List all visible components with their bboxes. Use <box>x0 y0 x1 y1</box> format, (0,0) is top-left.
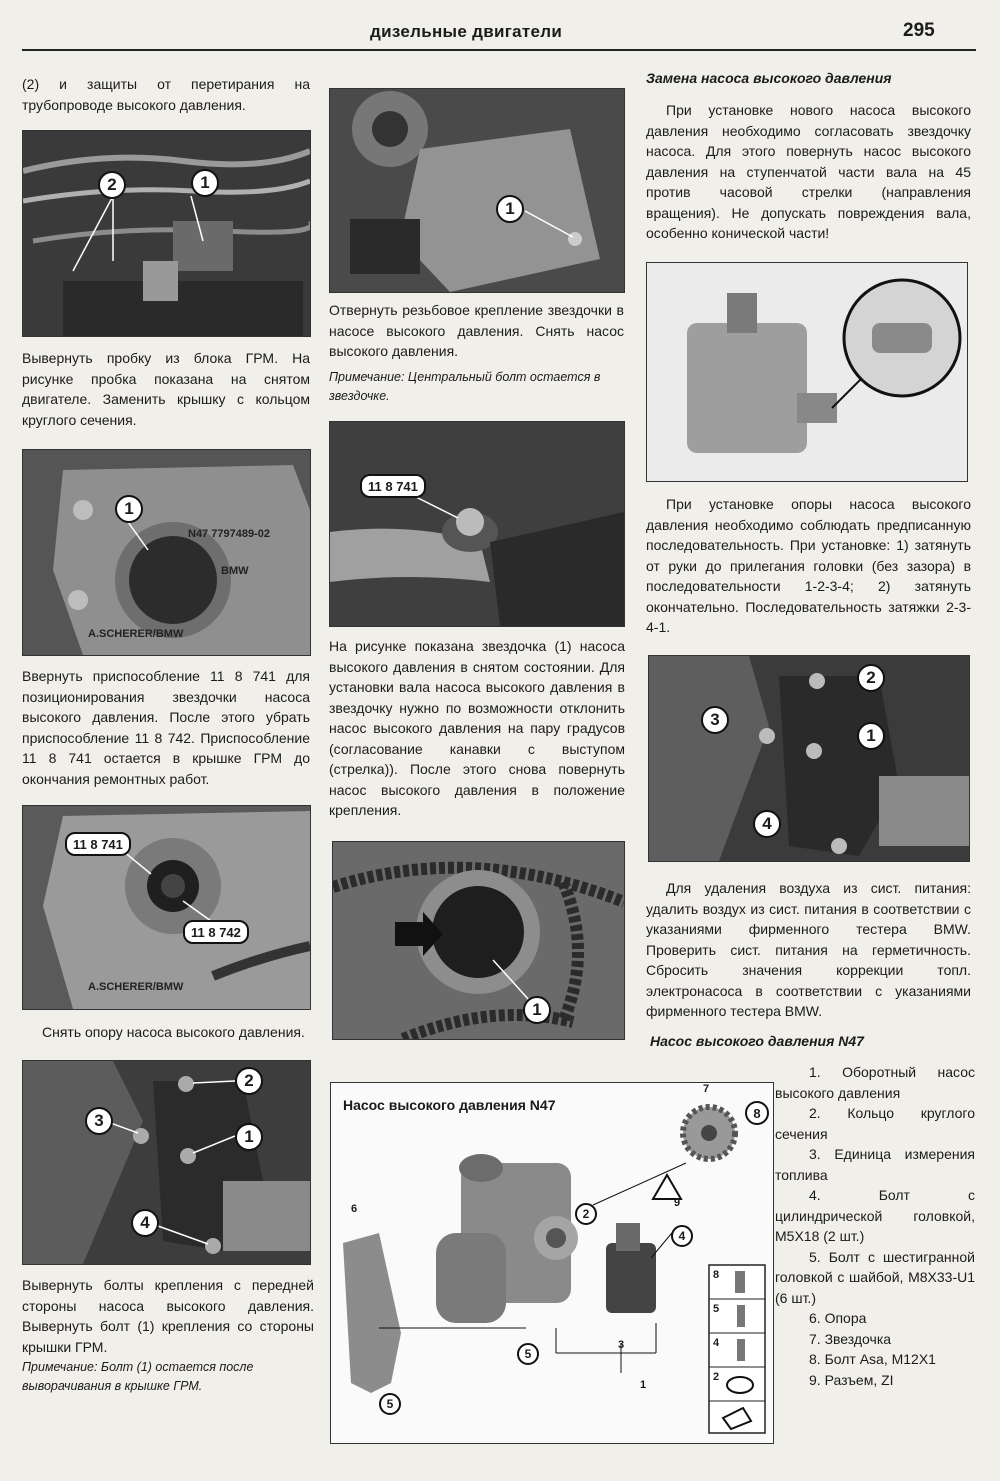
photo-pipe-clips <box>22 130 311 337</box>
legend-item: 6. Опора <box>809 1310 867 1326</box>
col2-note: Примечание: Центральный болт остается в звездочке. <box>329 370 601 403</box>
diagram-label-7: 7 <box>703 1083 710 1095</box>
legend-item: 8. Болт Asa, M12X1 <box>809 1351 936 1367</box>
callout-3: 3 <box>85 1107 113 1135</box>
callout-1: 1 <box>235 1123 263 1151</box>
header-rule <box>22 49 976 51</box>
callout-1: 1 <box>115 495 143 523</box>
stamp-mark: A.SCHERER/BMW <box>88 628 184 640</box>
callout-1: 1 <box>191 169 219 197</box>
diagram-label-3: 3 <box>618 1339 625 1351</box>
col2-paragraph-1: Отвернуть резьбовое крепление звездочки в насосе высокого давления. Снять насос высокого давления. <box>329 302 624 359</box>
tool-label-118742: 11 8 742 <box>183 920 249 944</box>
bmw-mark: BMW <box>221 565 249 577</box>
callout-1: 1 <box>857 722 885 750</box>
box-label-2: 2 <box>713 1371 720 1383</box>
parts-legend <box>775 1062 975 1390</box>
legend-item: 3. Единица измерения топлива <box>775 1146 975 1183</box>
legend-item: 7. Звездочка <box>809 1330 892 1347</box>
col1-paragraph-4: Снять опору насоса высокого давления. <box>42 1024 305 1040</box>
callout-3: 3 <box>701 706 729 734</box>
col3-paragraph-1: При установке нового насоса высокого давления необходимо согласовать звездочку насоса. Для этого повернуть насос высокого давления на ступенчатой части вала на 45 против часовой стрелки (направления вращения). Не допускать повреждения вала, особенно конической части! <box>646 102 971 241</box>
col1-paragraph-5: Вывернуть болты крепления с передней стороны насоса высокого давления. Вывернуть болт (1) крепления со стороны крышки ГРМ. <box>22 1277 314 1355</box>
callout-2: 2 <box>235 1067 263 1095</box>
diagram-label-9: 9 <box>674 1197 681 1209</box>
heading-pump-n47: Насос высокого давления N47 <box>650 1033 864 1049</box>
diagram-callout-8: 8 <box>745 1101 769 1125</box>
photo-pump-shaft-detail <box>646 262 968 482</box>
col1-paragraph-3: Ввернуть приспособление 11 8 741 для позиционирования звездочки насоса высокого давления. После этого убрать приспособление 11 8 742. Приспособление 11 8 741 остается в крышке ГРМ до окончания ремонтных работ. <box>22 668 310 787</box>
page-number: 295 <box>903 20 935 41</box>
heading-replace-pump: Замена насоса высокого давления <box>646 70 892 86</box>
tool-label-118741: 11 8 741 <box>65 832 131 856</box>
box-label-5: 5 <box>713 1303 720 1315</box>
legend-item: 9. Разъем, ZI <box>809 1371 894 1388</box>
part-number-mark: N47 7797489-02 <box>188 528 270 540</box>
legend-item: 2. Кольцо круглого сечения <box>775 1105 975 1142</box>
diagram-caption: Насос высокого давления N47 <box>343 1097 556 1113</box>
box-label-8: 8 <box>713 1269 720 1281</box>
col1-paragraph-1: (2) и защиты от перетирания на трубопроводе высокого давления. <box>22 76 310 113</box>
diagram-callout-2: 2 <box>575 1203 597 1225</box>
photo-tool-wrench <box>329 421 625 627</box>
legend-item: 4. Болт с цилиндрической головкой, M5X18 (2 шт.) <box>775 1187 975 1244</box>
diagram-callout-5b: 5 <box>379 1393 401 1415</box>
photo-sprocket-bolt <box>329 88 625 293</box>
callout-1: 1 <box>496 195 524 223</box>
box-label-4: 4 <box>713 1337 720 1349</box>
col3-paragraph-2: При установке опоры насоса высокого давления необходимо соблюдать предписанную последовательность. При установке: 1) затянуть от руки до прилегания головки (без зазора) в последовательности 1-2-3-4; 2) затянуть окончательно. Последовательность затяжки 2-3-4-1. <box>646 496 971 635</box>
callout-4: 4 <box>753 810 781 838</box>
diagram-pump-n47 <box>330 1082 774 1444</box>
photo-bracket-bolt-sequence <box>648 655 970 862</box>
diagram-callout-5a: 5 <box>517 1343 539 1365</box>
photo-pump-bolts <box>22 1060 311 1265</box>
col1-paragraph-2: Вывернуть пробку из блока ГРМ. На рисунке пробка показана на снятом двигателе. Заменить крышку с кольцом круглого сечения. <box>22 350 310 428</box>
diagram-label-1: 1 <box>640 1379 647 1391</box>
stamp-mark-2: A.SCHERER/BMW <box>88 981 184 993</box>
col3-paragraph-3: Для удаления воздуха из сист. питания: удалить воздух из сист. питания в соответствии с указаниями фирменного тестера BMW. Проверить сист. питания на герметичность. Сбросить значения коррекции топл. электронасоса в соответствии с указаниями фирменного тестера BMW. <box>646 880 971 1019</box>
col2-paragraph-2: На рисунке показана звездочка (1) насоса высокого давления в снятом состоянии. Для установки вала насоса высокого давления в звездочку нужно по возможности отклонить насос высокого давления на пару градусов (согласование канавки с выступом (стрелка)). После этого снова повернуть насос высокого давления в положение крепления. <box>329 638 625 818</box>
diagram-label-6: 6 <box>351 1203 358 1215</box>
callout-1: 1 <box>523 996 551 1024</box>
section-title: дизельные двигатели <box>370 22 563 41</box>
photo-timing-cover-plug <box>22 449 311 656</box>
legend-item: 1. Оборотный насос высокого давления <box>775 1064 975 1101</box>
photo-sprocket-removed <box>332 841 625 1040</box>
callout-4: 4 <box>131 1209 159 1237</box>
callout-2: 2 <box>857 664 885 692</box>
diagram-callout-4: 4 <box>671 1225 693 1247</box>
legend-item: 5. Болт с шестигранной головкой с шайбой, M8X33-U1 (6 шт.) <box>775 1248 975 1306</box>
photo-positioning-tool <box>22 805 311 1010</box>
callout-2: 2 <box>98 171 126 199</box>
col1-note: Примечание: Болт (1) остается после выворачивания в крышке ГРМ. <box>22 1360 254 1393</box>
tool-label-118741: 11 8 741 <box>360 474 426 498</box>
